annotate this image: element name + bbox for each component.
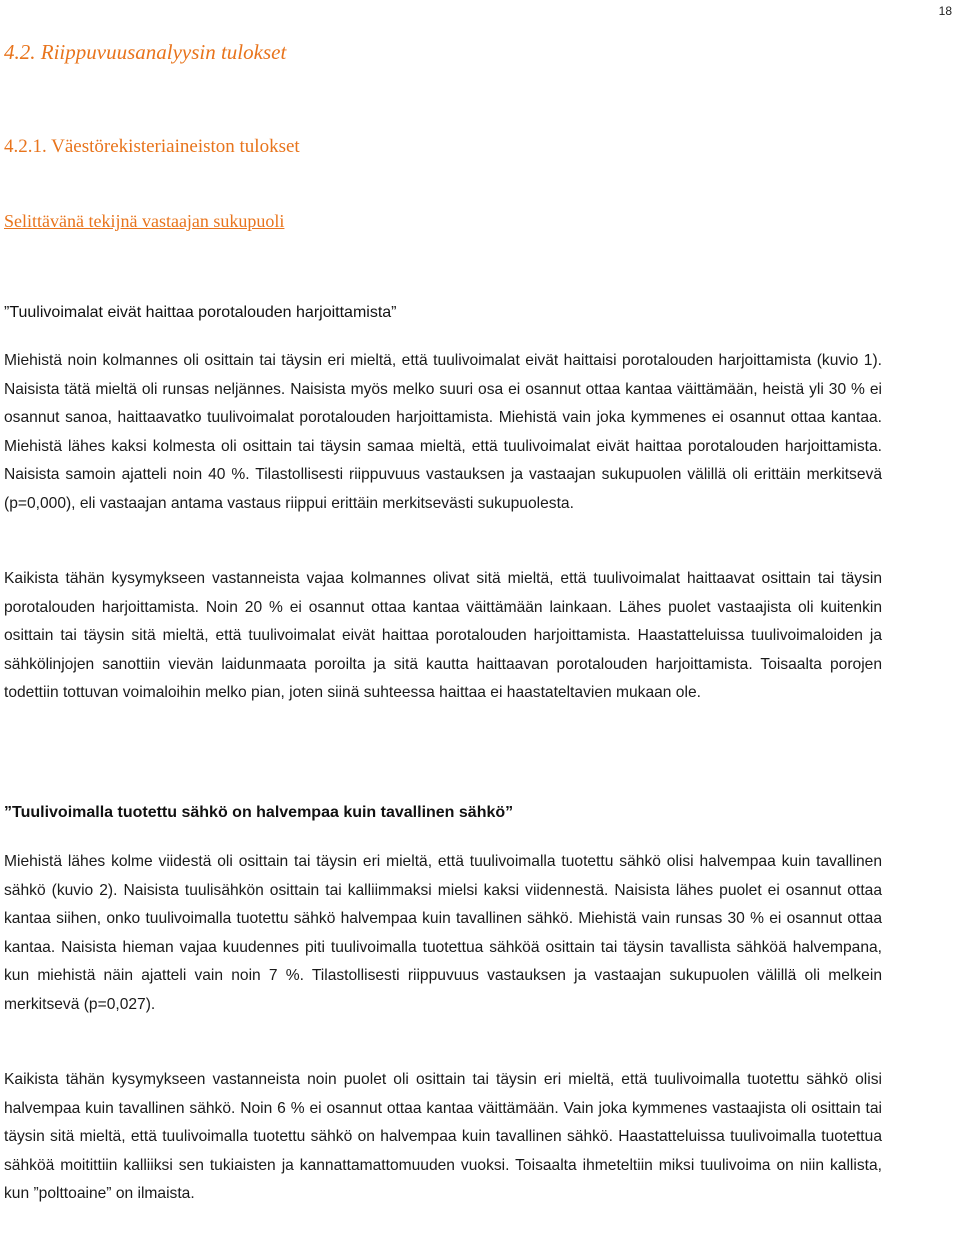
claim-1-paragraph-2: Kaikista tähän kysymykseen vastanneista vajaa kolmannes olivat sitä mieltä, että tuulivoimalat haittaavat osittain tai täysin porotalouden harjoittamista. Noin 20 % ei osannut ottaa kantaa väittämään lainkaan. Lähes puolet vastaajista oli kuitenkin osittain tai täysin sitä mieltä, että tuulivoimalat eivät haittaa porotalouden harjoittamista. Haastatteluissa tuulivoimaloiden ja sähkölinjojen sanottiin vievän laidunmaata poroilta ja sitä kautta haittaavan porotalouden harjoittamista. Toisaalta porojen todettiin tottuvan voimaloihin melko pian, joten siinä suhteessa haittaa ei haastateltavien mukaan ole. — [4, 570, 882, 702]
section-heading: 4.2. Riippuvuusanalyysin tulokset — [4, 40, 287, 64]
claim-1-title: ”Tuulivoimalat eivät haittaa porotalouden harjoittamista” — [4, 304, 397, 321]
claim-2-paragraph-2: Kaikista tähän kysymykseen vastanneista noin puolet oli osittain tai täysin eri mieltä, että tuulivoimalla tuotettu sähkö olisi halvempaa kuin tavallinen sähkö. Noin 6 % ei osannut ottaa kantaa väittämään. Vain joka kymmenes vastaajista oli osittain tai täysin sitä mieltä, että tuulivoimalla tuotettu sähkö on halvempaa kuin tavallinen sähkö. Haastatteluissa tuulivoimalla tuotettua sähköä moitittiin kalliiksi sen tukiaisten ja kannattamattomuuden vuoksi. Toisaalta ihmeteltiin miksi tuulivoima on niin kallista, kun ”polttoaine” on ilmaista. — [4, 1071, 882, 1203]
variable-heading: Selittävänä tekijnä vastaajan sukupuoli — [4, 211, 285, 231]
claim-1-paragraph-1: Miehistä noin kolmannes oli osittain tai täysin eri mieltä, että tuulivoimalat eivät haittaisi porotalouden harjoittamista (kuvio 1). Naisista tätä mieltä oli runsas neljännes. Naisista myös melko suuri osa ei osannut ottaa kantaa väittämään, heistä yli 30 % ei osannut sanoa, haittaavatko tuulivoimalat porotalouden harjoittamista. Miehistä vain joka kymmenes ei osannut ottaa kantaa. Miehistä lähes kaksi kolmesta oli osittain tai täysin samaa mieltä, että tuulivoimalat eivät haittaa porotalouden harjoittamista. Naisista samoin ajatteli noin 40 %. Tilastollisesti riippuvuus vastauksen ja vastaajan sukupuolen välillä oli erittäin merkitsevä (p=0,000), eli vastaajan antama vastaus riippui erittäin merkitsevästi sukupuolesta. — [4, 352, 882, 512]
subsection-heading: 4.2.1. Väestörekisteriaineiston tulokset — [4, 136, 300, 157]
claim-2-title: ”Tuulivoimalla tuotettu sähkö on halvempaa kuin tavallinen sähkö” — [4, 804, 514, 821]
claim-2-paragraph-1: Miehistä lähes kolme viidestä oli osittain tai täysin eri mieltä, että tuulivoimalla tuotettu sähkö olisi halvempaa kuin tavallinen sähkö (kuvio 2). Naisista tuulisähkön osittain tai kalliimmaksi mielsi kaksi viidennestä. Naisista lähes puolet ei osannut ottaa kantaa siihen, onko tuulivoimalla tuotettu sähkö halvempaa kuin tavallinen sähkö. Miehistä vain runsas 30 % ei osannut ottaa kantaa. Naisista hieman vajaa kuudennes piti tuulivoimalla tuotettua sähköä osittain tai täysin tavallista sähköä halvempana, kun miehistä näin ajatteli vain noin 7 %. Tilastollisesti riippuvuus vastauksen ja vastaajan sukupuolen välillä oli melkein merkitsevä (p=0,027). — [4, 853, 882, 1013]
page-number: 18 — [938, 4, 952, 18]
